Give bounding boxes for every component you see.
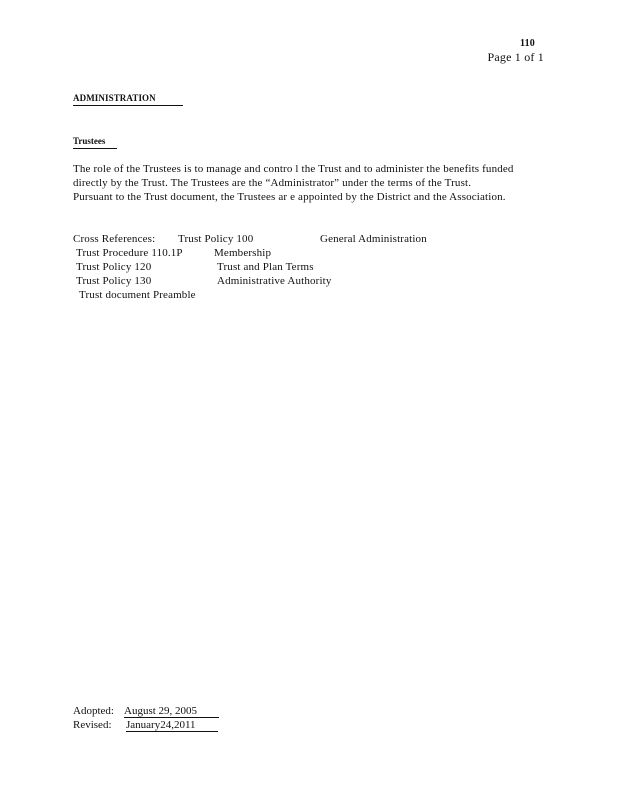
cross-reference-ref: Trust Policy 100 [178, 233, 254, 245]
body-line-2: directly by the Trust. The Trustees are the “Administrator” under the terms of the Trust. [73, 177, 472, 189]
cross-references-label: Cross References: [73, 233, 156, 245]
adopted-date: August 29, 2005 [124, 705, 219, 718]
page-indicator: Page 1 of 1 [487, 50, 544, 64]
body-line-1: The role of the Trustees is to manage and contro l the Trust and to administer the benefits funded [73, 163, 514, 175]
cross-reference-ref: Trust document Preamble [79, 289, 196, 301]
cross-reference-title: Trust and Plan Terms [217, 261, 314, 273]
policy-number: 110 [519, 38, 535, 49]
body-line-3: Pursuant to the Trust document, the Trustees ar e appointed by the District and the Association. [73, 191, 506, 203]
revised-row [73, 719, 196, 767]
revised-date: January24,2011 [126, 719, 218, 732]
adopted-label: Adopted: [73, 705, 114, 717]
cross-reference-ref: Trust Procedure 110.1P [76, 247, 183, 259]
cross-reference-title: Membership [214, 247, 272, 259]
cross-reference-ref: Trust Policy 120 [76, 261, 152, 273]
cross-reference-title: General Administration [320, 233, 427, 245]
subheading: Trustees [73, 137, 117, 149]
cross-reference-title: Administrative Authority [217, 275, 332, 287]
cross-reference-ref: Trust Policy 130 [76, 275, 152, 287]
revised-label: Revised: [73, 719, 112, 731]
section-heading: ADMINISTRATION [73, 94, 183, 106]
